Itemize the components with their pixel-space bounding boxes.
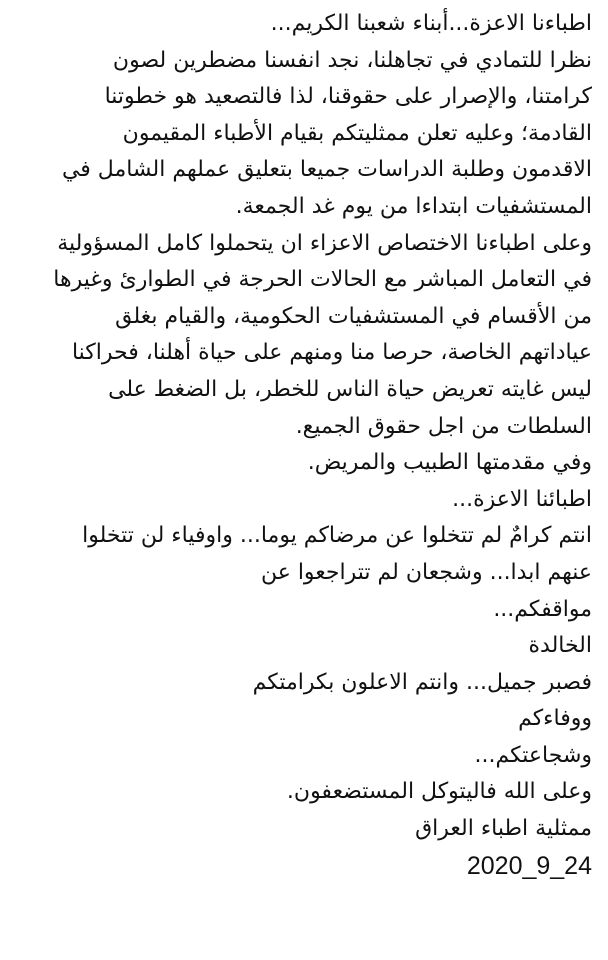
text-line: مواقفكم... xyxy=(493,596,592,622)
text-line: اطبائنا الاعزة... xyxy=(452,486,592,512)
text-line: عنهم ابدا... وشجعان لم تتراجعوا عن xyxy=(260,559,592,585)
date: 2020_9_24 xyxy=(466,851,592,880)
text-line: ووفاءكم xyxy=(518,706,592,732)
text-line: فصبر جميل... وانتم الاعلون بكرامتكم xyxy=(252,669,592,695)
text-line: الاقدمون وطلبة الدراسات جميعا بتعليق عملهم الشامل في xyxy=(61,157,592,183)
text-line: الخالدة xyxy=(528,633,592,659)
text-line: القادمة؛ وعليه تعلن ممثليتكم بقيام الأطباء المقيمون xyxy=(122,120,592,146)
text-line: المستشفيات ابتداءا من يوم غد الجمعة. xyxy=(235,193,592,219)
text-line: من الأقسام في المستشفيات الحكومية، والقيام بغلق xyxy=(115,303,592,329)
text-line: انتم كرامٌ لم تتخلوا عن مرضاكم يوما... واوفياء لن تتخلوا xyxy=(82,523,592,549)
text-line: عياداتهم الخاصة، حرصا منا ومنهم على حياة أهلنا، فحراكنا xyxy=(71,340,592,366)
text-line: نظرا للتمادي في تجاهلنا، نجد انفسنا مضطرين لصون xyxy=(112,47,592,73)
text-line: وفي مقدمتها الطبيب والمريض. xyxy=(307,450,592,476)
text-line: وعلى اطباءنا الاختصاص الاعزاء ان يتحملوا كامل المسؤولية xyxy=(57,230,592,256)
text-line: السلطات من اجل حقوق الجميع. xyxy=(295,413,592,439)
text-line: وشجاعتكم... xyxy=(474,742,592,768)
signature-line: ممثلية اطباء العراق xyxy=(415,816,592,842)
text-line: اطباءنا الاعزة...أبناء شعبنا الكريم... xyxy=(270,11,592,36)
text-line: في التعامل المباشر مع الحالات الحرجة في الطوارئ وغيرها xyxy=(53,267,592,293)
text-line: كرامتنا، والإصرار على حقوقنا، لذا فالتصعيد هو خطوتنا xyxy=(104,84,592,110)
text-line: ليس غايته تعريض حياة الناس للخطر، بل الضغط على xyxy=(108,376,592,402)
text-line: وعلى الله فاليتوكل المستضعفون. xyxy=(286,779,592,805)
